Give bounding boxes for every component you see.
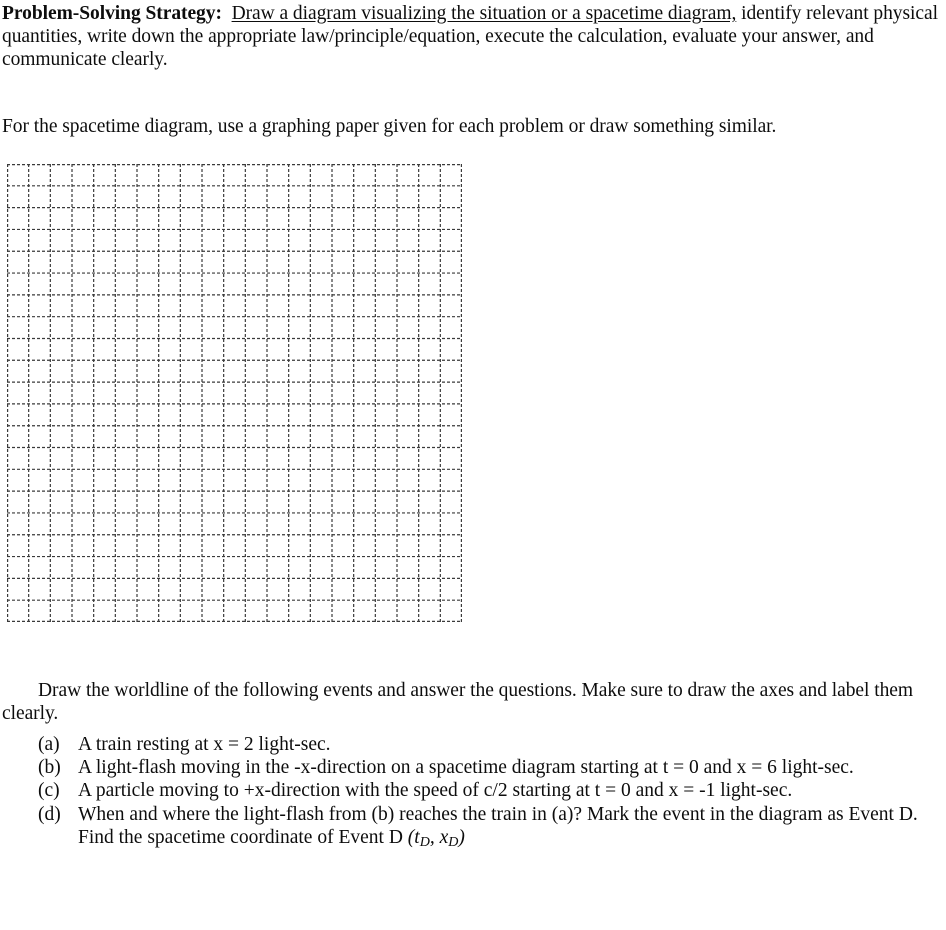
question-item-b: [2, 756, 946, 779]
grid-background: [7, 164, 462, 622]
strategy-label-gap: [222, 3, 232, 24]
strategy-label: Problem-Solving Strategy:: [2, 3, 222, 24]
problem-solving-strategy-paragraph: [2, 2, 946, 72]
question-d-main-text: When and where the light-flash from (b) reaches the train in (a)? Mark the event in the diagram as Event D. Find the spacetime coordinate of Event D: [78, 803, 918, 848]
coordinate-mid-x: , x: [429, 826, 449, 848]
graph-paper-svg: [7, 164, 462, 622]
worldline-instruction-paragraph: Draw the worldline of the following events and answer the questions. Make sure to draw the axes and label them clearly.: [2, 680, 914, 725]
coordinate-open-paren-t: (t: [407, 826, 420, 848]
strategy-underlined-clause: Draw a diagram visualizing the situation or a spacetime diagram,: [231, 3, 737, 24]
question-marker-d: (d): [38, 803, 61, 825]
graph-paper-grid: [7, 164, 462, 622]
event-d-coordinate-notation: [408, 827, 465, 848]
strategy-rest-text: identify relevant physical quantities, write down the appropriate law/principle/equation, execute the calculation, evaluate your answer, and communicate clearly.: [2, 3, 938, 71]
spacetime-diagram-note: For the spacetime diagram, use a graphing paper given for each problem or draw something similar.: [2, 116, 777, 137]
question-item-c: [2, 779, 946, 802]
coordinate-subscript-t: D: [419, 833, 430, 850]
question-text-c: A particle moving to +x-direction with the speed of c/2 starting at t = 0 and x = -1 light-sec.: [78, 780, 793, 802]
question-text-a: A train resting at x = 2 light-sec.: [78, 734, 331, 755]
coordinate-subscript-x: D: [448, 833, 459, 850]
coordinate-close-paren: ): [458, 826, 465, 848]
question-item-d: [2, 803, 946, 854]
question-item-a: [2, 733, 946, 756]
questions-list: [2, 733, 946, 854]
question-text-d: [78, 803, 946, 854]
question-text-b: A light-flash moving in the -x-direction on a spacetime diagram starting at t = 0 and x = 6 light-sec.: [78, 757, 854, 779]
question-marker-a: (a): [38, 734, 60, 755]
question-marker-c: (c): [38, 780, 60, 802]
question-marker-b: (b): [38, 757, 61, 779]
